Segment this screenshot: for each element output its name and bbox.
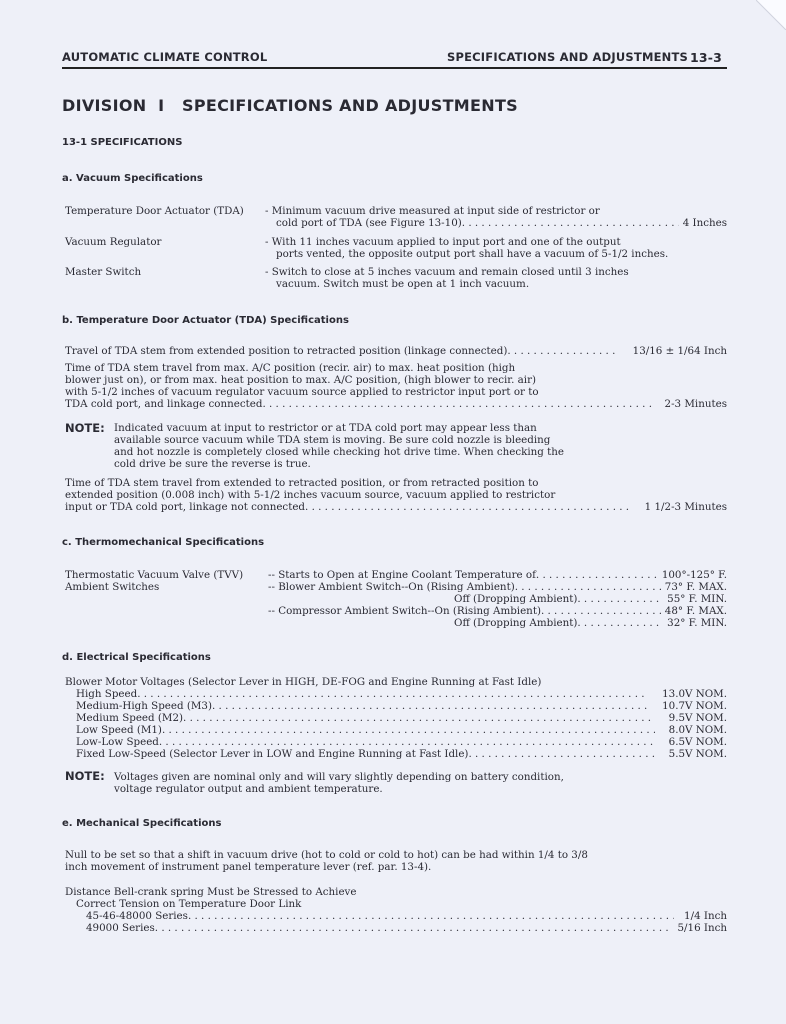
leader-dots: [262, 398, 652, 410]
leader-dots: [507, 345, 614, 357]
leader-dots: [155, 922, 668, 934]
thermo-row: [454, 617, 727, 629]
leader-dots: [188, 910, 674, 922]
master-switch-line-1: - Switch to close at 5 inches vacuum and remain closed until 3 inches: [265, 266, 629, 278]
master-switch-label: Master Switch: [65, 266, 142, 278]
page-number: 13-3: [690, 50, 723, 65]
thermo-row-text: -- Blower Ambient Switch--On (Rising Ambient): [268, 581, 515, 593]
heading-tda-specs: b. Temperature Door Actuator (TDA) Specifications: [62, 315, 349, 326]
time2-spec-row: [65, 501, 727, 513]
series-row-label: 45-46-48000 Series: [86, 910, 188, 922]
thermo-row: [268, 569, 727, 581]
leader-dots: [577, 593, 663, 605]
note2-line-2: voltage regulator output and ambient temperature.: [114, 783, 383, 795]
voltage-row: [76, 724, 727, 736]
note1-line-2: available source vacuum while TDA stem is moving. Be sure cold nozzle is bleeding: [114, 434, 551, 446]
leader-dots: [137, 688, 648, 700]
note2-line-1: Voltages given are nominal only and will vary slightly depending on battery condition,: [114, 771, 564, 783]
voltage-row-label: Medium Speed (M2): [76, 712, 184, 724]
note-tag: NOTE:: [65, 421, 105, 435]
voltage-row-label: Fixed Low-Speed (Selector Lever in LOW and Engine Running at Fast Idle): [76, 748, 469, 760]
leader-dots: [541, 605, 661, 617]
thermo-row-text: Off (Dropping Ambient): [454, 593, 578, 605]
thermo-row-text: Off (Dropping Ambient): [454, 617, 578, 629]
voltage-row-value: 8.0V NOM.: [668, 724, 727, 736]
heading-mechanical: e. Mechanical Specifications: [62, 818, 222, 829]
thermo-row-value: 48° F. MAX.: [664, 605, 727, 617]
voltage-row-label: Low Speed (M1): [76, 724, 162, 736]
leader-dots: [536, 569, 658, 581]
time1-spec-row: [65, 398, 727, 410]
series-row-label: 49000 Series: [86, 922, 155, 934]
thermo-row: [454, 593, 727, 605]
vacuum-regulator-line-1: - With 11 inches vacuum applied to input port and one of the output: [265, 236, 621, 248]
time2-line-3: input or TDA cold port, linkage not connected: [65, 501, 306, 513]
tda-label: Temperature Door Actuator (TDA): [65, 205, 244, 217]
voltage-row-value: 9.5V NOM.: [668, 712, 727, 724]
voltage-row-label: Low-Low Speed: [76, 736, 159, 748]
time2-line-2: extended position (0.008 inch) with 5-1/2 inches vacuum source, vacuum applied to restrictor: [65, 489, 556, 501]
time1-line-1: Time of TDA stem travel from max. A/C position (recir. air) to max. heat position (high: [65, 362, 516, 374]
note1-line-3: and hot nozzle is completely closed while checking hot drive time. When checking the: [114, 446, 565, 458]
running-header-right: SPECIFICATIONS AND ADJUSTMENTS: [447, 50, 688, 64]
voltage-row-label: Medium-High Speed (M3): [76, 700, 212, 712]
series-row-value: 1/4 Inch: [684, 910, 727, 922]
page-corner-fold: [756, 0, 786, 30]
header-rule: [62, 67, 727, 69]
time1-line-4: TDA cold port, and linkage connected: [65, 398, 263, 410]
travel-value: 13/16 ± 1/64 Inch: [632, 345, 727, 357]
vacuum-regulator-line-2: ports vented, the opposite output port shall have a vacuum of 5-1/2 inches.: [276, 248, 669, 260]
null-line-2: inch movement of instrument panel temperature lever (ref. par. 13-4).: [65, 861, 432, 873]
tda-line-1: - Minimum vacuum drive measured at input side of restrictor or: [265, 205, 600, 217]
distance-line-1: Distance Bell-crank spring Must be Stressed to Achieve: [65, 886, 357, 898]
division-title: DIVISION I SPECIFICATIONS AND ADJUSTMENTS: [62, 96, 518, 115]
leader-dots: [515, 581, 661, 593]
note-tag: NOTE:: [65, 769, 105, 783]
time1-value: 2-3 Minutes: [664, 398, 727, 410]
voltage-row: [76, 688, 727, 700]
time2-line-1: Time of TDA stem travel from extended to retracted position, or from retracted position to: [65, 477, 539, 489]
thermo-row: [268, 605, 727, 617]
heading-vacuum-specs: a. Vacuum Specifications: [62, 173, 203, 184]
leader-dots: [159, 736, 655, 748]
tda-line-2: cold port of TDA (see Figure 13-10): [276, 217, 462, 229]
thermo-row-value: 73° F. MAX.: [664, 581, 727, 593]
voltage-row: [76, 748, 727, 760]
voltage-row-value: 6.5V NOM.: [668, 736, 727, 748]
time1-line-3: with 5-1/2 inches of vacuum regulator vacuum source applied to restrictor input port or to: [65, 386, 539, 398]
travel-spec-row: [65, 345, 727, 357]
time1-line-2: blower just on), or from max. heat position to max. A/C position, (high blower to recir. air): [65, 374, 537, 386]
voltage-row: [76, 736, 727, 748]
voltage-row-value: 13.0V NOM.: [662, 688, 727, 700]
voltage-row-value: 10.7V NOM.: [662, 700, 727, 712]
leader-dots: [212, 700, 648, 712]
series-row: [86, 910, 727, 922]
leader-dots: [305, 501, 631, 513]
tda-spec-row: [276, 217, 727, 229]
thermo-row-value: 100°-125° F.: [661, 569, 727, 581]
tda-value: 4 Inches: [682, 217, 727, 229]
heading-thermomechanical: c. Thermomechanical Specifications: [62, 537, 265, 548]
leader-dots: [462, 217, 679, 229]
thermo-row: [268, 581, 727, 593]
thermo-row-value: 32° F. MIN.: [667, 617, 727, 629]
note1-line-4: cold drive be sure the reverse is true.: [114, 458, 311, 470]
travel-label: Travel of TDA stem from extended position to retracted position (linkage connected): [65, 345, 508, 357]
thermo-row-text: -- Compressor Ambient Switch--On (Rising Ambient): [268, 605, 541, 617]
series-row-value: 5/16 Inch: [677, 922, 727, 934]
leader-dots: [162, 724, 655, 736]
null-line-1: Null to be set so that a shift in vacuum drive (hot to cold or cold to hot) can be had within 1/4 to 3/8: [65, 849, 588, 861]
running-header-left: AUTOMATIC CLIMATE CONTROL: [62, 50, 268, 64]
voltage-row: [76, 700, 727, 712]
tvv-label: Thermostatic Vacuum Valve (TVV): [65, 569, 244, 581]
section-title: 13-1 SPECIFICATIONS: [62, 137, 183, 148]
voltage-row-value: 5.5V NOM.: [668, 748, 727, 760]
note1-line-1: Indicated vacuum at input to restrictor or at TDA cold port may appear less than: [114, 422, 537, 434]
ambient-switches-label: Ambient Switches: [65, 581, 160, 593]
master-switch-line-2: vacuum. Switch must be open at 1 inch vacuum.: [276, 278, 530, 290]
distance-line-2: Correct Tension on Temperature Door Link: [76, 898, 302, 910]
voltage-row-label: High Speed: [76, 688, 138, 700]
leader-dots: [183, 712, 655, 724]
vacuum-regulator-label: Vacuum Regulator: [65, 236, 162, 248]
series-row: [86, 922, 727, 934]
voltage-row: [76, 712, 727, 724]
leader-dots: [468, 748, 654, 760]
thermo-row-text: -- Starts to Open at Engine Coolant Temperature of: [268, 569, 536, 581]
heading-electrical: d. Electrical Specifications: [62, 652, 211, 663]
time2-value: 1 1/2-3 Minutes: [644, 501, 727, 513]
blower-voltages-intro: Blower Motor Voltages (Selector Lever in HIGH, DE-FOG and Engine Running at Fast Idle): [65, 676, 542, 688]
thermo-row-value: 55° F. MIN.: [667, 593, 727, 605]
leader-dots: [577, 617, 663, 629]
